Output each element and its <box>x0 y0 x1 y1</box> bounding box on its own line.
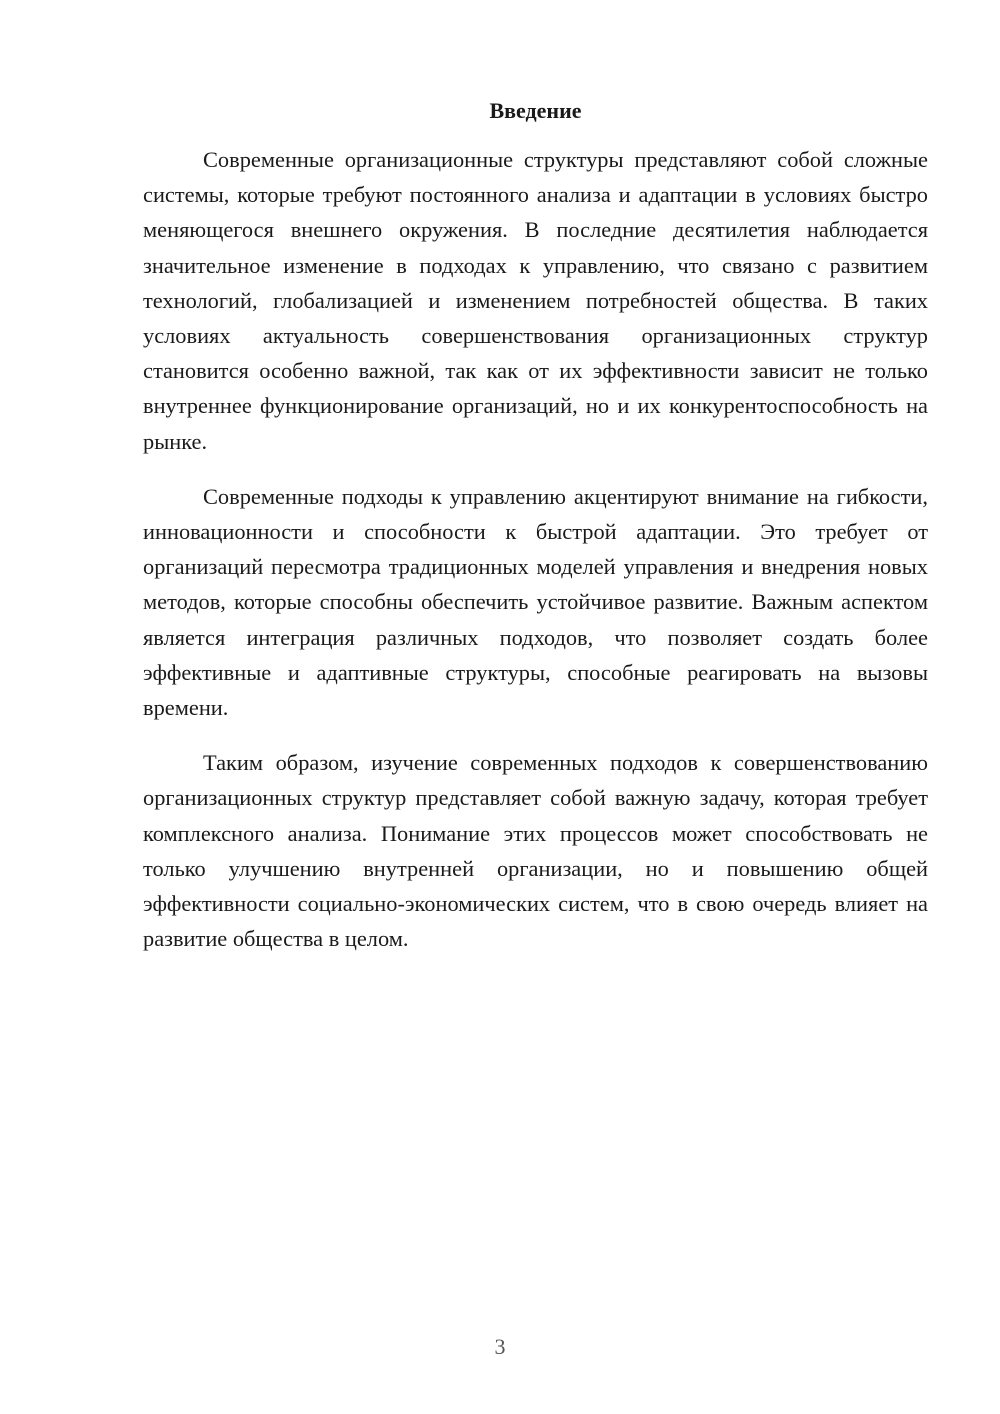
paragraph-3: Таким образом, изучение современных подходов к совершенствованию организационных структур представляет собой важную задачу, которая требует комплексного анализа. Понимание этих процессов может способствовать не только улучшению внутренней организации, но и повышению общей эффективности социально-экономических систем, что в свою очередь влияет на развитие общества в целом. <box>143 750 928 952</box>
paragraph-2: Современные подходы к управлению акцентируют внимание на гибкости, инновационности и способности к быстрой адаптации. Это требует от организаций пересмотра традиционных моделей управления и внедрения новых методов, которые способны обеспечить устойчивое развитие. Важным аспектом является интеграция различных подходов, что позволяет создать более эффективные и адаптивные структуры, способные реагировать на вызовы времени. <box>143 483 928 721</box>
page-number: 3 <box>494 1334 506 1359</box>
section-heading: Введение <box>489 98 582 123</box>
paragraph-1: Современные организационные структуры представляют собой сложные системы, которые требуют постоянного анализа и адаптации в условиях быстро меняющегося внешнего окружения. В последние десятилетия наблюдается значительное изменение в подходах к управлению, что связано с развитием технологий, глобализацией и изменением потребностей общества. В таких условиях актуальность совершенствования организационных структур становится особенно важной, так как от их эффективности зависит не только внутреннее функционирование организаций, но и их конкурентоспособность на рынке. <box>143 147 928 454</box>
body-text <box>143 142 928 976</box>
